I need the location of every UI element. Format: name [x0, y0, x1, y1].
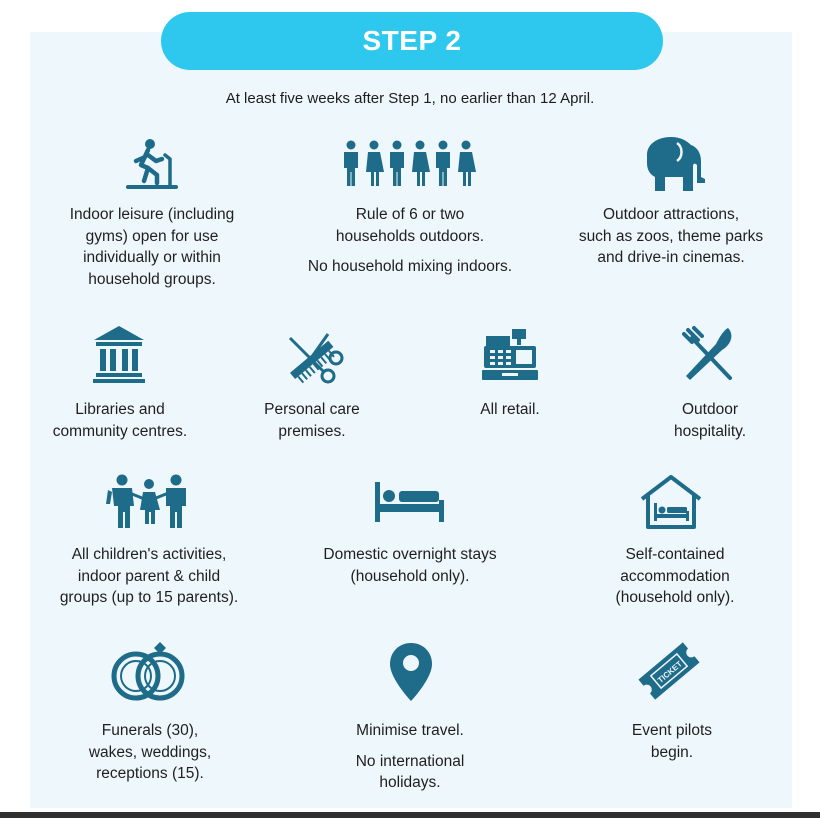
all-retail-text: All retail.	[480, 401, 540, 418]
indoor-leisure-text: Indoor leisure (including gyms) open for use individually or within household groups.	[69, 206, 235, 288]
wedding-rings-icon	[106, 640, 190, 702]
fork-knife-icon	[682, 326, 734, 382]
bottom-edge-bar	[0, 812, 820, 818]
treadmill-runner-icon	[124, 137, 180, 193]
map-pin-icon	[390, 643, 432, 703]
library-building-icon	[92, 324, 146, 384]
cash-register-icon	[482, 328, 538, 382]
elephant-icon	[639, 133, 707, 193]
overnight-stays-text: Domestic overnight stays (household only).	[323, 546, 497, 585]
outdoor-attractions-text: Outdoor attractions, such as zoos, theme parks and drive-in cinemas.	[578, 206, 764, 266]
outdoor-hospitality-text: Outdoor hospitality.	[673, 401, 747, 440]
house-bed-icon	[638, 473, 704, 531]
comb-scissors-icon	[284, 328, 344, 386]
self-contained-accommodation-text: Self-contained accommodation (household only).	[615, 546, 735, 606]
bed-icon	[375, 482, 445, 522]
step-title-pill	[161, 12, 663, 70]
six-people-icon	[340, 140, 480, 188]
event-pilots-text: Event pilots begin.	[631, 722, 713, 761]
step-title: STEP 2	[362, 25, 462, 56]
childrens-activities-text: All children's activities, indoor parent & child groups (up to 15 parents).	[59, 546, 239, 606]
personal-care-text: Personal care premises.	[264, 401, 360, 440]
ticket-badge-text: TICKET	[656, 659, 684, 685]
ticket-icon	[634, 636, 704, 706]
minimise-travel-text: Minimise travel. No international holidays.	[355, 722, 465, 791]
step-subtitle: At least five weeks after Step 1, no earlier than 12 April.	[225, 90, 595, 107]
rule-of-six-text: Rule of 6 or two households outdoors. No household mixing indoors.	[307, 206, 513, 275]
libraries-text: Libraries and community centres.	[52, 401, 188, 440]
funerals-weddings-text: Funerals (30), wakes, weddings, receptions (15).	[88, 722, 212, 782]
family-icon	[106, 474, 192, 530]
